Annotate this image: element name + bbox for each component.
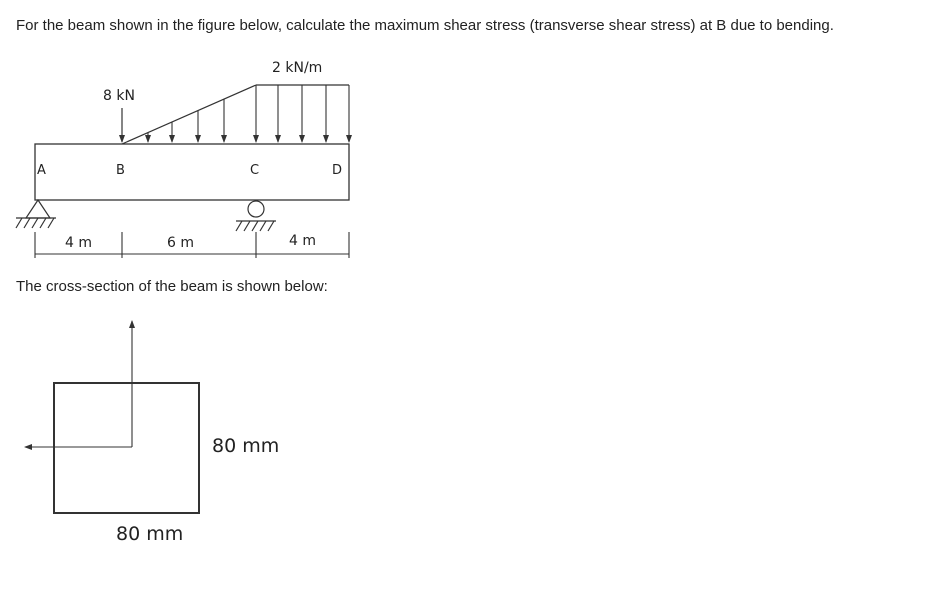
span-label-cd: 4 m	[289, 233, 316, 249]
question-text: For the beam shown in the figure below, calculate the maximum shear stress (transverse shear stress) at B due to bending.	[16, 17, 834, 34]
span-label-bc: 6 m	[167, 235, 194, 251]
point-label-b: B	[116, 163, 125, 178]
cross-section-intro: The cross-section of the beam is shown below:	[16, 278, 328, 295]
cross-section-square	[54, 383, 199, 513]
cross-section	[25, 321, 199, 513]
beam-body	[35, 144, 349, 200]
point-label-c: C	[250, 163, 260, 178]
distributed-load-label: 2 kN/m	[272, 60, 323, 76]
span-label-ab: 4 m	[65, 235, 92, 251]
pin-support-a	[16, 200, 56, 228]
distributed-load	[122, 85, 349, 144]
point-load-label: 8 kN	[103, 88, 135, 104]
point-label-d: D	[332, 163, 343, 178]
load-arrows	[148, 85, 349, 142]
height-dimension-label: 80 mm	[212, 435, 280, 457]
width-dimension-label: 80 mm	[116, 523, 184, 545]
roller-support-c	[236, 201, 276, 231]
point-label-a: A	[37, 163, 46, 178]
